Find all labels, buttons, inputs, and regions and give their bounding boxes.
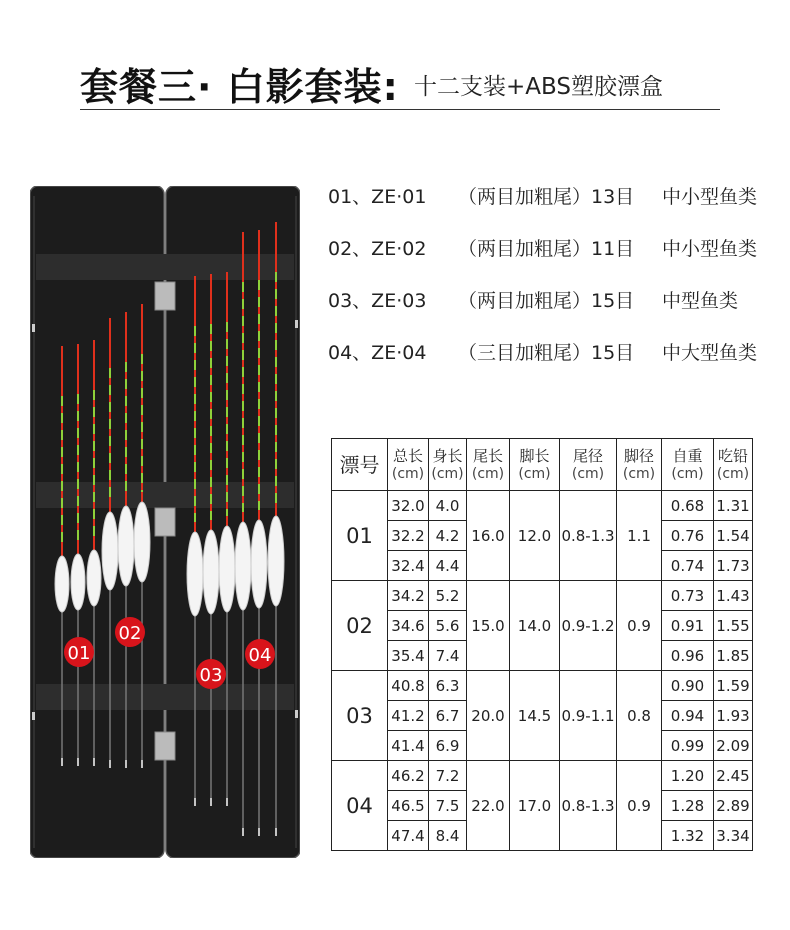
tail-diameter-cell: 0.9-1.2 bbox=[560, 581, 617, 671]
number-badge-label: 02 bbox=[118, 623, 142, 644]
table-row bbox=[332, 491, 753, 521]
lead-load-cell: 1.55 bbox=[714, 611, 753, 641]
self-weight-cell: 0.99 bbox=[662, 731, 714, 761]
float-number-cell: 04 bbox=[332, 761, 388, 851]
number-badge-label: 03 bbox=[199, 665, 223, 686]
velcro-strap-middle bbox=[36, 482, 294, 508]
self-weight-cell: 0.96 bbox=[662, 641, 714, 671]
total-length-cell: 32.4 bbox=[388, 551, 429, 581]
self-weight-cell: 0.73 bbox=[662, 581, 714, 611]
number-badge-label: 01 bbox=[67, 643, 91, 664]
body-length-cell: 7.5 bbox=[429, 791, 467, 821]
lead-load-cell: 1.85 bbox=[714, 641, 753, 671]
body-length-cell: 7.4 bbox=[429, 641, 467, 671]
body-length-cell: 7.2 bbox=[429, 761, 467, 791]
model-item bbox=[328, 284, 783, 336]
body-length-cell: 8.4 bbox=[429, 821, 467, 851]
tail-diameter-cell: 0.8-1.3 bbox=[560, 491, 617, 581]
model-desc: （三目加粗尾）15目 bbox=[458, 342, 635, 364]
foot-diameter-cell: 0.9 bbox=[617, 761, 662, 851]
model-code: 03、ZE·03 bbox=[328, 290, 427, 312]
package-subtitle: 十二支装+ABS塑胶漂盒 bbox=[414, 74, 663, 100]
model-desc: （两目加粗尾）11目 bbox=[458, 238, 635, 260]
foot-length-cell: 17.0 bbox=[510, 761, 560, 851]
total-length-cell: 40.8 bbox=[388, 671, 429, 701]
foot-length-cell: 14.0 bbox=[510, 581, 560, 671]
total-length-cell: 46.5 bbox=[388, 791, 429, 821]
total-length-cell: 35.4 bbox=[388, 641, 429, 671]
col-header: 身长 (cm) bbox=[429, 439, 467, 491]
col-header: 吃铅 (cm) bbox=[714, 439, 753, 491]
lead-load-cell: 1.73 bbox=[714, 551, 753, 581]
number-badge-label: 04 bbox=[248, 645, 272, 666]
velcro-strap-top bbox=[36, 254, 294, 280]
table-row bbox=[332, 671, 753, 701]
self-weight-cell: 0.76 bbox=[662, 521, 714, 551]
model-fish-type: 中小型鱼类 bbox=[662, 238, 758, 260]
col-header: 漂号 bbox=[332, 439, 388, 491]
foot-diameter-cell: 0.9 bbox=[617, 581, 662, 671]
model-code: 02、ZE·02 bbox=[328, 238, 427, 260]
foot-length-cell: 12.0 bbox=[510, 491, 560, 581]
total-length-cell: 41.4 bbox=[388, 731, 429, 761]
total-length-cell: 32.2 bbox=[388, 521, 429, 551]
model-item bbox=[328, 180, 783, 232]
body-length-cell: 6.9 bbox=[429, 731, 467, 761]
tail-length-cell: 22.0 bbox=[467, 761, 510, 851]
total-length-cell: 34.2 bbox=[388, 581, 429, 611]
float-number-cell: 02 bbox=[332, 581, 388, 671]
tail-diameter-cell: 0.9-1.1 bbox=[560, 671, 617, 761]
col-header: 尾长 (cm) bbox=[467, 439, 510, 491]
model-code: 01、ZE·01 bbox=[328, 186, 427, 208]
velcro-strap-bottom bbox=[36, 684, 294, 710]
foot-diameter-cell: 1.1 bbox=[617, 491, 662, 581]
hinge-icon bbox=[155, 508, 175, 536]
col-header: 脚径 (cm) bbox=[617, 439, 662, 491]
model-fish-type: 中大型鱼类 bbox=[662, 342, 758, 364]
tail-length-cell: 16.0 bbox=[467, 491, 510, 581]
spec-table bbox=[331, 438, 753, 851]
body-length-cell: 6.3 bbox=[429, 671, 467, 701]
self-weight-cell: 0.94 bbox=[662, 701, 714, 731]
hinge-icon bbox=[155, 282, 175, 310]
self-weight-cell: 0.68 bbox=[662, 491, 714, 521]
spec-header-row bbox=[332, 439, 753, 491]
hinge-icon bbox=[155, 732, 175, 760]
col-header: 脚长 (cm) bbox=[510, 439, 560, 491]
lead-load-cell: 2.09 bbox=[714, 731, 753, 761]
tail-length-cell: 20.0 bbox=[467, 671, 510, 761]
total-length-cell: 41.2 bbox=[388, 701, 429, 731]
lead-load-cell: 1.93 bbox=[714, 701, 753, 731]
self-weight-cell: 1.28 bbox=[662, 791, 714, 821]
self-weight-cell: 0.90 bbox=[662, 671, 714, 701]
model-fish-type: 中小型鱼类 bbox=[662, 186, 758, 208]
lead-load-cell: 3.34 bbox=[714, 821, 753, 851]
float-number-cell: 03 bbox=[332, 671, 388, 761]
model-desc: （两目加粗尾）15目 bbox=[458, 290, 635, 312]
body-length-cell: 4.4 bbox=[429, 551, 467, 581]
col-header: 尾径 (cm) bbox=[560, 439, 617, 491]
body-length-cell: 4.2 bbox=[429, 521, 467, 551]
self-weight-cell: 0.74 bbox=[662, 551, 714, 581]
self-weight-cell: 0.91 bbox=[662, 611, 714, 641]
col-header: 总长 (cm) bbox=[388, 439, 429, 491]
body-length-cell: 4.0 bbox=[429, 491, 467, 521]
lead-load-cell: 1.54 bbox=[714, 521, 753, 551]
lead-load-cell: 1.31 bbox=[714, 491, 753, 521]
total-length-cell: 32.0 bbox=[388, 491, 429, 521]
model-item bbox=[328, 232, 783, 284]
body-length-cell: 5.2 bbox=[429, 581, 467, 611]
page-header bbox=[80, 52, 720, 110]
float-box-photo bbox=[30, 186, 300, 858]
foot-length-cell: 14.5 bbox=[510, 671, 560, 761]
lead-load-cell: 1.43 bbox=[714, 581, 753, 611]
lead-load-cell: 2.89 bbox=[714, 791, 753, 821]
model-item bbox=[328, 336, 783, 388]
total-length-cell: 47.4 bbox=[388, 821, 429, 851]
lead-load-cell: 2.45 bbox=[714, 761, 753, 791]
body-length-cell: 6.7 bbox=[429, 701, 467, 731]
model-code: 04、ZE·04 bbox=[328, 342, 427, 364]
body-length-cell: 5.6 bbox=[429, 611, 467, 641]
model-fish-type: 中型鱼类 bbox=[662, 290, 739, 312]
table-row bbox=[332, 581, 753, 611]
lead-load-cell: 1.59 bbox=[714, 671, 753, 701]
float-number-cell: 01 bbox=[332, 491, 388, 581]
self-weight-cell: 1.20 bbox=[662, 761, 714, 791]
model-desc: （两目加粗尾）13目 bbox=[458, 186, 635, 208]
tail-diameter-cell: 0.8-1.3 bbox=[560, 761, 617, 851]
self-weight-cell: 1.32 bbox=[662, 821, 714, 851]
total-length-cell: 46.2 bbox=[388, 761, 429, 791]
model-list bbox=[328, 180, 783, 388]
package-title: 套餐三· 白影套装: bbox=[80, 65, 399, 109]
total-length-cell: 34.6 bbox=[388, 611, 429, 641]
col-header: 自重 (cm) bbox=[662, 439, 714, 491]
table-row bbox=[332, 761, 753, 791]
foot-diameter-cell: 0.8 bbox=[617, 671, 662, 761]
tail-length-cell: 15.0 bbox=[467, 581, 510, 671]
